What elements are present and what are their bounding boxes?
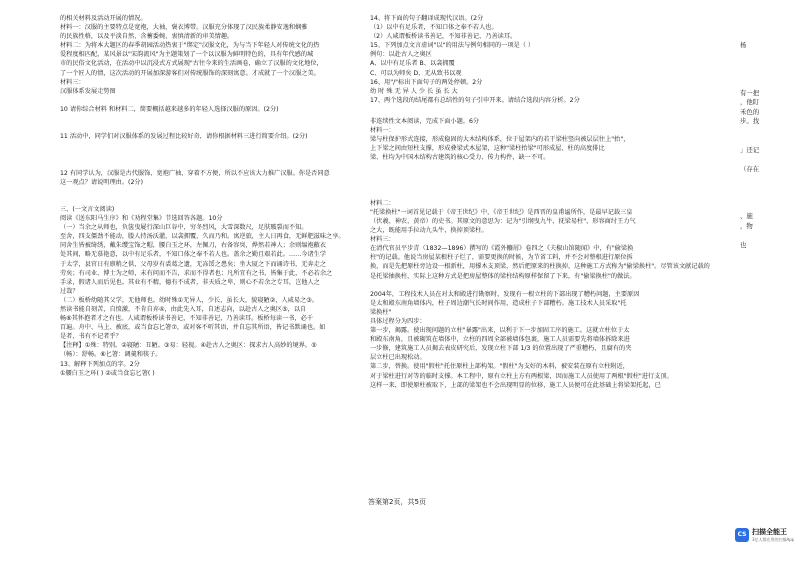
- text-line: 步。找: [740, 117, 760, 125]
- text-line: 过哉？: [60, 287, 79, 295]
- text-line: 第二步，替换。使用"假柱"托住原柱上部构架。"假柱"为支好的木料，被安装在原有立柱附近，: [370, 363, 629, 371]
- text-line: [60, 96, 358, 105]
- text-line: [370, 162, 725, 171]
- text-line: 」还记: [740, 145, 760, 154]
- text-line: [370, 190, 725, 199]
- text-line: [740, 32, 780, 42]
- scanner-logo-icon: CS: [735, 528, 749, 542]
- text-line: ，物: [740, 221, 753, 230]
- text-line: [740, 51, 780, 61]
- text-line: 17、两个选段的结尾都有总结性的句子引申开来。请结合选段内容分析。2分: [370, 96, 580, 104]
- text-line: [370, 172, 725, 181]
- text-line: 阅读《送东阳马生序》和《劝程堂集》节选回答各题。10分: [60, 215, 223, 223]
- text-line: （一）当余之从师也，负箧曳屣行深山巨谷中，穷冬烈风，大雪深数尺，足肤皲裂而不知。: [60, 224, 308, 232]
- text-line: 材料二：为将本大题区的春季胡园活动热衷于"绑定"汉服文化，为与当下年轻人对传统文化的热: [60, 42, 320, 50]
- text-line: 处其间，略无慕艳意，以中有足乐者，不知口体之奉不若人也。盖余之勤且艰若此。……今诸生学: [60, 251, 327, 259]
- text-line: 柱"的记载。他说当房屋某根柱子烂了，需要更换的时候，为节省工料，并不会对整根进行原位拆: [370, 254, 633, 262]
- text-line: [740, 60, 780, 70]
- text-line: （二）板桥幼随其父学，无他师也。幼时殊①无异人，少长，虽长大，貌寝陋②，人咸易之③。: [60, 296, 318, 304]
- text-line: 在清代官员平步青（1832—1896）撰写的《霞外攟屑》卷四之《夫椒山馆随闻》中，有"偷梁换: [370, 245, 634, 253]
- middle-column-questions: [370, 14, 725, 105]
- text-line: [60, 196, 358, 205]
- text-line: 有一把: [740, 88, 760, 97]
- text-line: （存在: [740, 164, 760, 173]
- text-line: 也: [740, 240, 747, 249]
- text-line: [370, 181, 725, 190]
- text-line: 手录，假诸人而后见也。其业有不精，德有不成者，非天质之卑，则心不若余之专耳，岂他人之: [60, 278, 320, 286]
- text-line: 这样一来，即使原柱被取下，上部的梁架也不会出现明显的位移，施工人员便可在此基础上将梁架托起，已: [370, 381, 661, 389]
- text-line: 是者，书有不记者乎？: [60, 333, 122, 341]
- text-line: 和殿东南角，且被砌筑在墙体中，立柱的四周全部被墙体包裹，施工人员需要先将墙体拆除来进: [370, 336, 630, 344]
- text-line: 是太和殿东南角墙体内，柱子周边潮气长时间作用，造成柱子下部糟朽。施工技术人员采取"托: [370, 299, 627, 307]
- left-column: [60, 14, 358, 378]
- right-column-fragment: [740, 22, 780, 250]
- text-line: 材料一：: [370, 127, 395, 135]
- text-line: C、可以为师矣 D、无从致书以观: [370, 69, 462, 77]
- text-line: 一步修，建筑施工人员揭去表皮研究后，发现立柱下部 1/3 的位置出现了严重糟朽，且腐有的夹: [370, 345, 632, 353]
- text-line: [60, 141, 358, 150]
- text-line: （1）以中有足乐者，不知口体之奉不若人也。: [370, 24, 498, 32]
- text-line: 第一步，揭露。使出现问题的立柱"暴露"出来，以利于下一步加固工序的施工。这就立柱位于太: [370, 327, 630, 335]
- text-line: 材料一：汉服的主要特点是宽袍，大袖，褒衣博带。汉服充分体现了汉民族柔静安逸和娴雅: [60, 24, 308, 32]
- text-line: [740, 203, 780, 213]
- text-line: 梁换柱": [370, 308, 392, 316]
- text-line: 14、将下面的句子翻译成现代汉语。(2分: [370, 15, 484, 22]
- text-line: [740, 174, 780, 184]
- text-line: 非连续性文本阅读，完成下面小题。6分: [370, 117, 480, 125]
- text-line: 材料二：: [370, 199, 395, 207]
- text-line: 百遍。舟中、马上、被底，或当食忘匕箸⑦，或对客不听其语，并自忘其所语，皆记书默诵也。如: [60, 324, 326, 332]
- text-line: 12 有同学认为，汉服是古代服饰，宽袍广袖，穿着不方便，所以不应该大力推广汉服。你是否同意: [60, 169, 330, 177]
- text-line: 、施: [740, 212, 753, 220]
- text-line: 2004年，工程技术人员在对太和殿进行勘察时，发现有一根立柱的下部出现了糟朽问题，主要原因: [370, 290, 640, 298]
- text-line: [740, 79, 780, 89]
- text-line: [740, 136, 780, 146]
- text-line: [740, 231, 780, 241]
- scanner-title: 扫描全能王: [752, 528, 787, 536]
- text-line: 10 请你综合材料 和材料二，简要概括越来越多的年轻人选择汉服的原因。(2分): [60, 105, 279, 113]
- text-line: 材料三：: [370, 236, 395, 244]
- text-line: 换，而是先把原柱旁边设一根新柱，用撑木支顶梁，然后把原来的柱换掉，这种施工方式称为"偷梁换柱"。尽管该文献记载的: [370, 263, 710, 271]
- text-line: [740, 127, 780, 137]
- text-line: 13、解释下列加点的字。2分: [60, 360, 140, 368]
- text-line: 三、(一文言文阅读): [60, 205, 115, 213]
- text-line: 具体过程分为四步：: [370, 318, 426, 325]
- text-line: [740, 155, 780, 165]
- text-line: 幼 时 殊 无 异 人 少 长 虽 长 大: [370, 87, 458, 95]
- text-line: 于太学，县官日有廪稍之供，父母岁有裘葛之遗，无冻馁之患矣；坐大厦之下而诵诗书，无奔走之: [60, 260, 327, 268]
- text-line: 15、下列加点文言虚词"以"的用法与例句相同的一项是（ ）: [370, 42, 535, 50]
- text-line: [60, 150, 358, 159]
- text-line: 11 活动中，同学们对汉服体系的发展过程比较好奇，请你根据材料三进行简要介绍。(2分): [60, 133, 308, 141]
- text-line: 然读书能自刻苦，自愤激，不肯自弃④，由此先入耳，自述志向，以赴古人之奥区⑤，以自: [60, 306, 307, 313]
- text-line: [740, 22, 780, 32]
- text-line: 同舍生皆被绮绣，戴朱缨宝饰之帽，腰白玉之环，左佩刀，右备容臭，烨然若神人；余则缊袍敝衣: [60, 242, 327, 250]
- text-line: [60, 187, 358, 196]
- text-line: [370, 281, 725, 290]
- text-line: [60, 123, 358, 132]
- text-line: 对于梁柱进行对等的临时支撑。本工程中，原有立柱上方有两根梁，因而施工人员使用了两根"假柱"进行支顶。: [370, 372, 673, 380]
- text-line: ①腰白玉之环( ) ②或当食忘匕箸( ): [60, 369, 155, 377]
- text-line: [60, 114, 358, 123]
- text-line: 层立柱已出现松动。: [370, 354, 426, 362]
- text-line: （2）人咸谓板桥读书善记，不知非善记，乃善读耳。: [370, 33, 517, 41]
- text-line: 禾色的: [740, 107, 760, 116]
- text-line: 至舍，四支僵劲不能动，媵人持汤沃灌，以衾拥覆，久而乃和。寓逆旅，主人日再食，无鲜肥滋味之享。: [60, 233, 345, 241]
- text-line: 的相关材料及活动开展的情况。: [60, 15, 147, 22]
- text-line: 劳矣；有司业、博士为之师，未有问而不告，求而不得者也；凡所宜有之书，皆集于此，不必若余之: [60, 269, 333, 277]
- text-line: 【注释】①殊：特别。②寝陋：丑陋。③易：轻视。④赴古人之奥区：探求古人高妙的境界。⑤: [60, 342, 317, 350]
- text-line: 这一观点？请说明理由。(2分): [60, 178, 144, 186]
- text-line: [740, 70, 780, 80]
- middle-column: [370, 14, 725, 390]
- text-line: "托梁换柱"一词首见记载于《帝王世纪》中，《帝王世纪》是西晋的皇甫谧所作，是最早记载三皇: [370, 208, 633, 216]
- text-line: 例句：以赴古人之奥区: [370, 51, 432, 59]
- middle-column-reading: [370, 117, 725, 390]
- text-line: 汉服体系发展走势图: [60, 87, 116, 95]
- text-line: 梁与柱保护形式连接，形成稳固的大木结构体系，位于屋架内的若干梁柱竖向被层层往上"抬"，: [370, 136, 630, 144]
- text-line: 梁、柱均为中国木结构古建筑的核心受力、传力构件，缺一不可。: [370, 154, 550, 162]
- text-line: 之大，既能用手拉动九头牛，换掉顶梁柱。: [370, 227, 488, 235]
- text-line: 材料三：: [60, 78, 85, 86]
- text-line: A、以中有足乐者 B、以衾拥覆: [370, 60, 455, 68]
- page-footer: 答案第2页，共5页: [368, 498, 426, 506]
- text-line: 市的民俗文化活动，在活动中以沉浸式方式展现"古往今来的生活画卷，确立了汉服的文化地位，: [60, 60, 323, 68]
- text-line: 杨: [740, 41, 747, 49]
- scanner-subtitle: 3亿人都在用的扫描App: [752, 537, 794, 542]
- text-line: （伏羲、神农、黄帝）的史书。其原文的意思为：记为"引纲曳九牛，抚梁易柱"，形容商纣王力气: [370, 217, 636, 225]
- text-line: [60, 160, 358, 169]
- text-line: 上下梁之间由短柱支撑，形成叠梁式木屋架，这种"梁柱抬梁"可形成屋、柱的高度排比: [370, 145, 605, 153]
- text-line: 的民族性格，以及平淡自然、含蓄委婉、衷慎清新的审美情趣。: [60, 33, 234, 41]
- text-line: [740, 193, 780, 203]
- text-line: 畅⑥其怀抱者才之有也。人咸谓板桥读书善记，不知非善记，乃善读耳。板桥每读一书，必千: [60, 315, 314, 323]
- text-line: 16、用"/"标出下面句子的两处停顿。2分: [370, 78, 483, 86]
- text-line: 爱程度相匹配，某风景以"宋韵流风"为主题策划了一个以汉服为鲜明特色的，具有年代感的城: [60, 51, 314, 59]
- text-line: 了一个匠人的情，这次活动的开展加深游客们对传统服饰的深刻寓意。才成就了一个汉服之美。: [60, 69, 320, 77]
- text-line: ，他盯: [740, 98, 760, 106]
- text-line: [740, 184, 780, 194]
- text-line: （畅）：舒畅。⑥匕箸：调羹和筷子。: [60, 351, 162, 359]
- text-line: 是托梁抽换柱，实际上这种方式是把房屋整体的梁柱结构原样保留了下来，有"偷梁换柱"的做法。: [370, 272, 636, 280]
